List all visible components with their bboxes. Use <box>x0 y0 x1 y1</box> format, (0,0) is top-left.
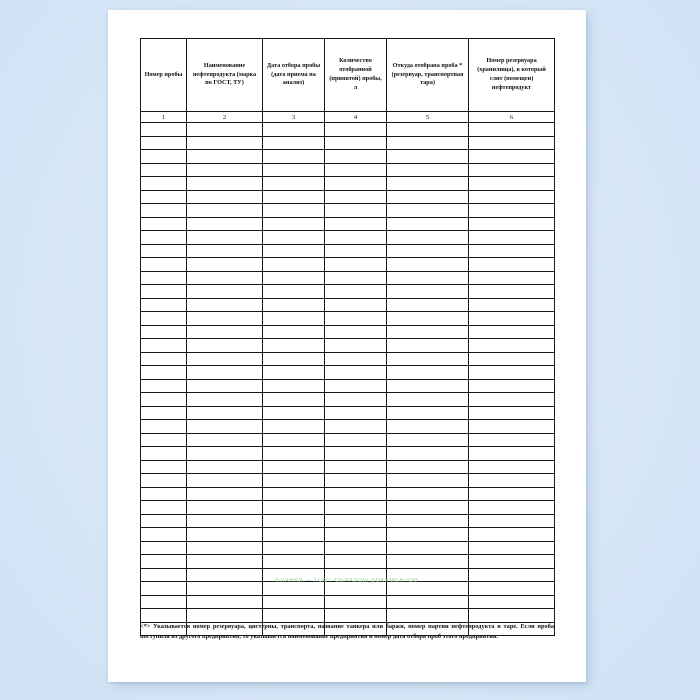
table-cell[interactable] <box>141 271 187 285</box>
table-cell[interactable] <box>387 528 469 542</box>
table-cell[interactable] <box>141 433 187 447</box>
table-cell[interactable] <box>141 447 187 461</box>
table-cell[interactable] <box>387 177 469 191</box>
table-cell[interactable] <box>469 217 555 231</box>
watermark-text: БЛАНКИ — ГОСТ-ОБРАЗЦЫ ДОКУМЕНТОВ <box>275 578 419 584</box>
table-cell[interactable] <box>325 271 387 285</box>
table-cell[interactable] <box>141 501 187 515</box>
table-cell[interactable] <box>387 514 469 528</box>
table-row[interactable] <box>141 420 555 434</box>
table-cell[interactable] <box>141 163 187 177</box>
table-cell[interactable] <box>263 325 325 339</box>
table-row[interactable] <box>141 501 555 515</box>
table-cell[interactable] <box>187 136 263 150</box>
table-cell[interactable] <box>325 231 387 245</box>
table-row[interactable] <box>141 163 555 177</box>
table-cell[interactable] <box>387 393 469 407</box>
table-row[interactable] <box>141 447 555 461</box>
table-cell[interactable] <box>263 231 325 245</box>
column-number-2: 2 <box>187 112 263 123</box>
table-cell[interactable] <box>263 190 325 204</box>
table-cell[interactable] <box>263 541 325 555</box>
table-cell[interactable] <box>387 244 469 258</box>
table-cell[interactable] <box>469 366 555 380</box>
table-cell[interactable] <box>187 541 263 555</box>
table-cell[interactable] <box>387 487 469 501</box>
column-number-3: 3 <box>263 112 325 123</box>
table-cell[interactable] <box>141 231 187 245</box>
table-cell[interactable] <box>325 460 387 474</box>
table-cell[interactable] <box>263 352 325 366</box>
table-cell[interactable] <box>187 312 263 326</box>
table-cell[interactable] <box>325 528 387 542</box>
table-cell[interactable] <box>141 136 187 150</box>
table-row[interactable] <box>141 595 555 609</box>
table-cell[interactable] <box>141 406 187 420</box>
table-row[interactable] <box>141 244 555 258</box>
table-cell[interactable] <box>263 271 325 285</box>
table-cell[interactable] <box>387 204 469 218</box>
table-cell[interactable] <box>325 555 387 569</box>
table-cell[interactable] <box>187 163 263 177</box>
table-cell[interactable] <box>387 501 469 515</box>
table-cell[interactable] <box>263 285 325 299</box>
table-cell[interactable] <box>325 123 387 137</box>
column-header-sample-number: Номер пробы <box>141 39 187 112</box>
table-cell[interactable] <box>387 406 469 420</box>
table-cell[interactable] <box>387 150 469 164</box>
table-cell[interactable] <box>187 433 263 447</box>
table-cell[interactable] <box>187 204 263 218</box>
table-cell[interactable] <box>263 487 325 501</box>
table-cell[interactable] <box>325 163 387 177</box>
table-row[interactable] <box>141 231 555 245</box>
table-cell[interactable] <box>387 366 469 380</box>
table-cell[interactable] <box>141 366 187 380</box>
table-cell[interactable] <box>469 609 555 623</box>
table-cell[interactable] <box>187 339 263 353</box>
table-cell[interactable] <box>141 150 187 164</box>
table-cell[interactable] <box>325 379 387 393</box>
table-cell[interactable] <box>387 285 469 299</box>
table-cell[interactable] <box>141 420 187 434</box>
table-cell[interactable] <box>325 177 387 191</box>
table-cell[interactable] <box>325 325 387 339</box>
table-cell[interactable] <box>263 528 325 542</box>
table-cell[interactable] <box>469 339 555 353</box>
table-cell[interactable] <box>469 514 555 528</box>
table-cell[interactable] <box>141 474 187 488</box>
table-cell[interactable] <box>263 420 325 434</box>
table-cell[interactable] <box>141 352 187 366</box>
table-row[interactable] <box>141 136 555 150</box>
table-cell[interactable] <box>263 204 325 218</box>
table-cell[interactable] <box>387 541 469 555</box>
table-row[interactable] <box>141 325 555 339</box>
table-row[interactable] <box>141 366 555 380</box>
table-row[interactable] <box>141 474 555 488</box>
table-cell[interactable] <box>387 123 469 137</box>
table-cell[interactable] <box>469 460 555 474</box>
table-cell[interactable] <box>387 460 469 474</box>
table-cell[interactable] <box>263 339 325 353</box>
table-cell[interactable] <box>469 231 555 245</box>
table-cell[interactable] <box>325 244 387 258</box>
table-cell[interactable] <box>469 474 555 488</box>
table-cell[interactable] <box>387 379 469 393</box>
table-cell[interactable] <box>387 325 469 339</box>
table-cell[interactable] <box>387 190 469 204</box>
table-cell[interactable] <box>387 271 469 285</box>
table-cell[interactable] <box>263 258 325 272</box>
table-cell[interactable] <box>187 217 263 231</box>
table-cell[interactable] <box>469 271 555 285</box>
table-cell[interactable] <box>141 204 187 218</box>
table-cell[interactable] <box>263 406 325 420</box>
table-cell[interactable] <box>387 217 469 231</box>
table-cell[interactable] <box>387 312 469 326</box>
table-cell[interactable] <box>325 595 387 609</box>
table-cell[interactable] <box>263 217 325 231</box>
table-cell[interactable] <box>141 595 187 609</box>
table-cell[interactable] <box>387 352 469 366</box>
table-row[interactable] <box>141 379 555 393</box>
column-number-1: 1 <box>141 112 187 123</box>
table-cell[interactable] <box>263 163 325 177</box>
column-header-sample-source: Откуда отобрана проба * (резервуар, транспортная тара) <box>387 39 469 112</box>
column-number-4: 4 <box>325 112 387 123</box>
table-row[interactable] <box>141 204 555 218</box>
table-cell[interactable] <box>187 366 263 380</box>
table-cell[interactable] <box>263 460 325 474</box>
document-sheet <box>108 10 586 682</box>
table-cell[interactable] <box>325 285 387 299</box>
table-row[interactable] <box>141 555 555 569</box>
table-cell[interactable] <box>263 433 325 447</box>
table-cell[interactable] <box>187 379 263 393</box>
table-cell[interactable] <box>325 204 387 218</box>
table-cell[interactable] <box>141 339 187 353</box>
table-cell[interactable] <box>187 177 263 191</box>
table-cell[interactable] <box>141 312 187 326</box>
table-cell[interactable] <box>387 339 469 353</box>
table-cell[interactable] <box>325 420 387 434</box>
table-cell[interactable] <box>469 163 555 177</box>
table-cell[interactable] <box>469 298 555 312</box>
table-cell[interactable] <box>263 514 325 528</box>
table-cell[interactable] <box>187 393 263 407</box>
table-cell[interactable] <box>469 393 555 407</box>
table-row[interactable] <box>141 352 555 366</box>
table-row[interactable] <box>141 393 555 407</box>
table-cell[interactable] <box>263 501 325 515</box>
table-row[interactable] <box>141 433 555 447</box>
table-row[interactable] <box>141 312 555 326</box>
column-number-6: 6 <box>469 112 555 123</box>
table-cell[interactable] <box>387 609 469 623</box>
footnote-text: <*> Указывается номер резервуара, цистерны, транспорта, название танкера или баржи, номер партии нефтепродукта в таре. Если проба поступила из другого предприятия, то указывается наименование предприятия и номер дата отбора проб этого предприятия. <box>140 623 554 641</box>
table-cell[interactable] <box>141 244 187 258</box>
table-cell[interactable] <box>325 190 387 204</box>
table-cell[interactable] <box>263 474 325 488</box>
table-cell[interactable] <box>187 474 263 488</box>
table-row[interactable] <box>141 514 555 528</box>
table-cell[interactable] <box>325 474 387 488</box>
table-cell[interactable] <box>325 339 387 353</box>
table-row[interactable] <box>141 150 555 164</box>
table-cell[interactable] <box>263 379 325 393</box>
table-cell[interactable] <box>469 379 555 393</box>
table-cell[interactable] <box>187 420 263 434</box>
table-row[interactable] <box>141 460 555 474</box>
table-cell[interactable] <box>387 447 469 461</box>
column-number-row <box>141 112 555 123</box>
table-cell[interactable] <box>141 487 187 501</box>
table-cell[interactable] <box>263 136 325 150</box>
table-cell[interactable] <box>187 231 263 245</box>
table-cell[interactable] <box>141 177 187 191</box>
table-row[interactable] <box>141 298 555 312</box>
table-cell[interactable] <box>141 258 187 272</box>
table-cell[interactable] <box>387 555 469 569</box>
table-header <box>141 39 555 112</box>
table-cell[interactable] <box>469 406 555 420</box>
table-row[interactable] <box>141 177 555 191</box>
column-header-destination-tank: Номер резервуара (хранилища), в который слит (помещен) нефтепродукт <box>469 39 555 112</box>
table-cell[interactable] <box>187 325 263 339</box>
table-cell[interactable] <box>141 460 187 474</box>
table-cell[interactable] <box>469 447 555 461</box>
table-cell[interactable] <box>141 379 187 393</box>
table-cell[interactable] <box>187 271 263 285</box>
table-cell[interactable] <box>469 177 555 191</box>
table-cell[interactable] <box>325 433 387 447</box>
table-cell[interactable] <box>325 514 387 528</box>
table-cell[interactable] <box>187 460 263 474</box>
table-cell[interactable] <box>387 298 469 312</box>
table-cell[interactable] <box>187 258 263 272</box>
table-cell[interactable] <box>387 595 469 609</box>
table-header-row <box>141 39 555 112</box>
table-cell[interactable] <box>325 406 387 420</box>
table-cell[interactable] <box>469 285 555 299</box>
table-cell[interactable] <box>187 123 263 137</box>
table-cell[interactable] <box>387 136 469 150</box>
table-cell[interactable] <box>469 123 555 137</box>
table-cell[interactable] <box>187 285 263 299</box>
table-cell[interactable] <box>187 190 263 204</box>
table-cell[interactable] <box>325 393 387 407</box>
table-cell[interactable] <box>325 609 387 623</box>
table-cell[interactable] <box>469 420 555 434</box>
table-cell[interactable] <box>325 217 387 231</box>
table-row[interactable] <box>141 339 555 353</box>
column-number-5: 5 <box>387 112 469 123</box>
table-cell[interactable] <box>263 447 325 461</box>
table-row[interactable] <box>141 541 555 555</box>
table-cell[interactable] <box>325 352 387 366</box>
table-cell[interactable] <box>187 150 263 164</box>
table-row[interactable] <box>141 190 555 204</box>
table-cell[interactable] <box>325 447 387 461</box>
table-cell[interactable] <box>469 312 555 326</box>
table-cell[interactable] <box>187 528 263 542</box>
table-cell[interactable] <box>141 325 187 339</box>
table-cell[interactable] <box>387 163 469 177</box>
table-cell[interactable] <box>325 136 387 150</box>
table-cell[interactable] <box>187 501 263 515</box>
table-cell[interactable] <box>263 609 325 623</box>
table-cell[interactable] <box>325 258 387 272</box>
table-cell[interactable] <box>141 393 187 407</box>
table-row[interactable] <box>141 271 555 285</box>
table-cell[interactable] <box>187 595 263 609</box>
table-cell[interactable] <box>469 433 555 447</box>
table-cell[interactable] <box>387 231 469 245</box>
table-cell[interactable] <box>387 420 469 434</box>
sample-log-table <box>140 38 555 636</box>
table-cell[interactable] <box>263 150 325 164</box>
table-cell[interactable] <box>187 487 263 501</box>
table-cell[interactable] <box>187 514 263 528</box>
table-row[interactable] <box>141 217 555 231</box>
table-row[interactable] <box>141 528 555 542</box>
table-cell[interactable] <box>187 352 263 366</box>
table-cell[interactable] <box>141 528 187 542</box>
table-cell[interactable] <box>141 514 187 528</box>
table-cell[interactable] <box>325 312 387 326</box>
table-cell[interactable] <box>141 541 187 555</box>
table-cell[interactable] <box>141 298 187 312</box>
table-row[interactable] <box>141 285 555 299</box>
table-cell[interactable] <box>469 190 555 204</box>
table-cell[interactable] <box>187 298 263 312</box>
table-cell[interactable] <box>263 555 325 569</box>
table-cell[interactable] <box>187 447 263 461</box>
table-body <box>141 112 555 636</box>
table-row[interactable] <box>141 406 555 420</box>
table-cell[interactable] <box>141 555 187 569</box>
table-row[interactable] <box>141 609 555 623</box>
table-cell[interactable] <box>469 244 555 258</box>
table-cell[interactable] <box>263 244 325 258</box>
table-cell[interactable] <box>141 285 187 299</box>
column-header-sample-quantity: Количество отобранной (принятой) пробы, л <box>325 39 387 112</box>
table-cell[interactable] <box>469 555 555 569</box>
table-cell[interactable] <box>325 366 387 380</box>
table-cell[interactable] <box>187 244 263 258</box>
table-cell[interactable] <box>325 298 387 312</box>
table-cell[interactable] <box>387 258 469 272</box>
table-cell[interactable] <box>141 123 187 137</box>
table-row[interactable] <box>141 123 555 137</box>
table-cell[interactable] <box>469 528 555 542</box>
table-cell[interactable] <box>469 541 555 555</box>
column-header-product-name: Наименование нефтепродукта (марка по ГОСТ, ТУ) <box>187 39 263 112</box>
table-cell[interactable] <box>187 555 263 569</box>
table-cell[interactable] <box>469 150 555 164</box>
table-cell[interactable] <box>325 487 387 501</box>
table-cell[interactable] <box>469 487 555 501</box>
table-cell[interactable] <box>325 150 387 164</box>
table-cell[interactable] <box>263 393 325 407</box>
table-cell[interactable] <box>141 190 187 204</box>
table-cell[interactable] <box>263 177 325 191</box>
table-container <box>140 38 554 636</box>
table-cell[interactable] <box>187 406 263 420</box>
table-cell[interactable] <box>387 474 469 488</box>
table-cell[interactable] <box>263 123 325 137</box>
table-cell[interactable] <box>141 609 187 623</box>
table-cell[interactable] <box>263 298 325 312</box>
column-header-sampling-date: Дата отбора пробы (дата приема на анализ) <box>263 39 325 112</box>
table-cell[interactable] <box>141 217 187 231</box>
table-cell[interactable] <box>469 136 555 150</box>
table-cell[interactable] <box>263 366 325 380</box>
table-cell[interactable] <box>469 595 555 609</box>
table-cell[interactable] <box>187 609 263 623</box>
table-cell[interactable] <box>325 501 387 515</box>
table-cell[interactable] <box>387 433 469 447</box>
table-cell[interactable] <box>469 204 555 218</box>
table-cell[interactable] <box>469 325 555 339</box>
table-cell[interactable] <box>325 541 387 555</box>
table-cell[interactable] <box>263 312 325 326</box>
table-cell[interactable] <box>469 258 555 272</box>
table-cell[interactable] <box>469 501 555 515</box>
table-cell[interactable] <box>263 595 325 609</box>
table-row[interactable] <box>141 487 555 501</box>
table-row[interactable] <box>141 258 555 272</box>
table-cell[interactable] <box>469 352 555 366</box>
